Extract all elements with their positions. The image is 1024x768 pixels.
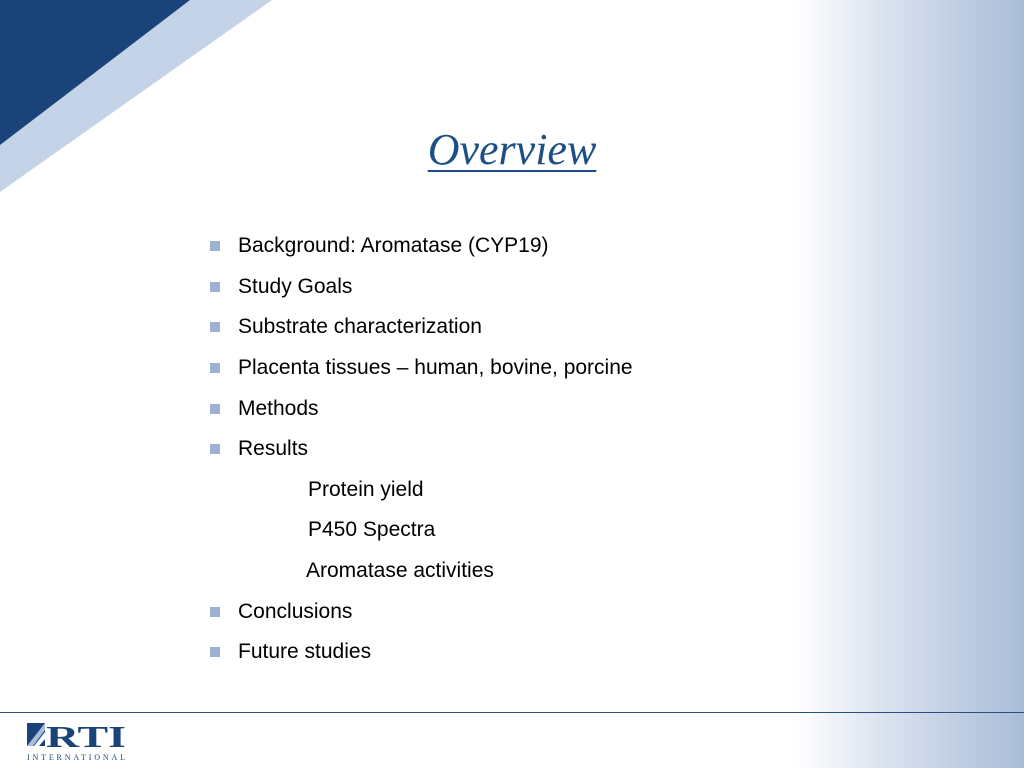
bullet-text: Background: Aromatase (CYP19) — [238, 234, 549, 258]
rti-logo-icon — [27, 723, 45, 746]
sub-bullet-text: Protein yield — [308, 477, 424, 501]
right-gradient-panel — [794, 0, 1024, 768]
bullet-text: Conclusions — [238, 599, 353, 623]
bullet-text: Study Goals — [238, 274, 353, 298]
bullet-item — [210, 267, 633, 308]
square-bullet-icon — [210, 647, 220, 657]
sub-bullet-item — [210, 551, 633, 592]
bullet-item — [210, 591, 633, 632]
sub-bullet-item — [210, 470, 633, 511]
square-bullet-icon — [210, 282, 220, 292]
bullet-item — [210, 226, 633, 267]
bullet-item — [210, 429, 633, 470]
sub-bullet-text: P450 Spectra — [308, 518, 436, 542]
rti-logo-subtext: INTERNATIONAL — [27, 753, 125, 762]
bullet-text: Placenta tissues – human, bovine, porcine — [238, 356, 633, 380]
rti-logo-text: RTI — [46, 720, 126, 754]
bullet-list — [210, 226, 633, 673]
bullet-item — [210, 388, 633, 429]
square-bullet-icon — [210, 322, 220, 332]
square-bullet-icon — [210, 444, 220, 454]
footer-divider — [0, 712, 1024, 713]
bullet-text: Methods — [238, 396, 319, 420]
square-bullet-icon — [210, 363, 220, 373]
bullet-item — [210, 632, 633, 673]
square-bullet-icon — [210, 404, 220, 414]
slide-title: Overview — [427, 125, 597, 174]
sub-bullet-text: Aromatase activities — [306, 559, 494, 583]
bullet-item — [210, 307, 633, 348]
sub-bullet-item — [210, 510, 633, 551]
bullet-item — [210, 348, 633, 389]
bullet-text: Substrate characterization — [238, 315, 482, 339]
bullet-text: Results — [238, 437, 309, 461]
rti-logo — [26, 720, 130, 764]
square-bullet-icon — [210, 607, 220, 617]
square-bullet-icon — [210, 241, 220, 251]
bullet-text: Future studies — [238, 640, 372, 664]
